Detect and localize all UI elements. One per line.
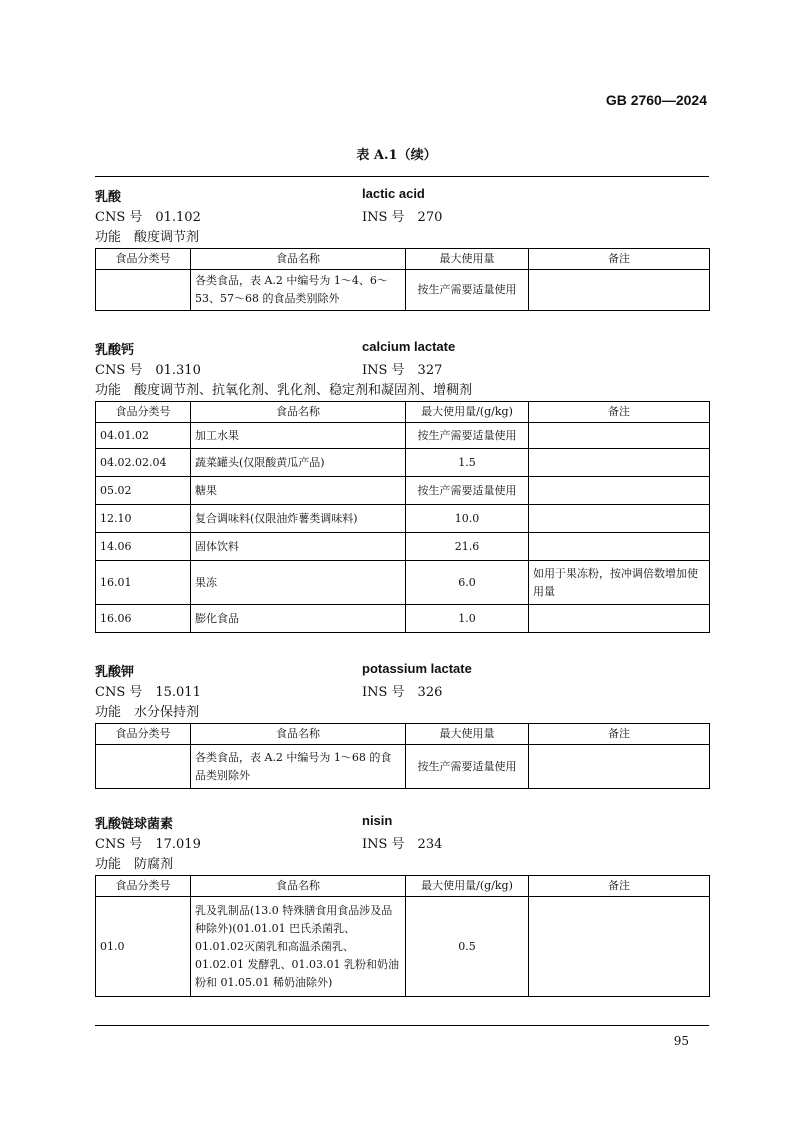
max-usage: 0.5 <box>406 897 529 997</box>
additive-cn-name: 乳酸链球菌素 <box>95 817 174 832</box>
remark <box>529 505 710 533</box>
food-name: 加工水果 <box>191 423 406 449</box>
cns-code: CNS 号 01.102 <box>95 210 201 225</box>
column-header: 食品名称 <box>191 402 406 423</box>
food-name: 膨化食品 <box>191 605 406 633</box>
ins-code: INS 号 327 <box>362 363 443 378</box>
additive-section-nisin <box>95 813 709 997</box>
column-header: 备注 <box>529 876 710 897</box>
usage-table <box>95 723 710 789</box>
page-number: 95 <box>673 1034 689 1048</box>
category-code: 05.02 <box>96 477 191 505</box>
table-row <box>96 605 710 633</box>
table-row <box>96 533 710 561</box>
footer-rule <box>95 1025 709 1026</box>
food-name: 乳及乳制品(13.0 特殊膳食用食品涉及品种除外)(01.01.01 巴氏杀菌乳、01.01.02灭菌乳和高温杀菌乳、01.02.01 发酵乳、01.03.01 乳粉和奶油粉和 01.05.01 稀奶油除外) <box>191 897 406 997</box>
table-caption: 表 A.1（续） <box>356 148 437 163</box>
food-name: 各类食品，表 A.2 中编号为 1～68 的食品类别除外 <box>191 745 406 789</box>
table-row <box>96 897 710 997</box>
additive-section-calcium-lactate <box>95 339 709 633</box>
additive-section-potassium-lactate <box>95 661 709 789</box>
usage-table <box>95 875 710 997</box>
category-code <box>96 270 191 311</box>
food-name: 蔬菜罐头(仅限酸黄瓜产品) <box>191 449 406 477</box>
max-usage: 按生产需要适量使用 <box>406 745 529 789</box>
max-usage: 按生产需要适量使用 <box>406 423 529 449</box>
column-header: 最大使用量/(g/kg) <box>406 876 529 897</box>
cns-code: CNS 号 17.019 <box>95 837 201 852</box>
additive-section-lactic-acid <box>95 186 709 311</box>
usage-table <box>95 401 710 633</box>
category-code: 04.02.02.04 <box>96 449 191 477</box>
food-name: 复合调味料(仅限油炸薯类调味料) <box>191 505 406 533</box>
category-code: 12.10 <box>96 505 191 533</box>
usage-table <box>95 248 710 311</box>
table-row <box>96 270 710 311</box>
additive-cn-name: 乳酸 <box>95 190 122 205</box>
category-code <box>96 745 191 789</box>
max-usage: 按生产需要适量使用 <box>406 477 529 505</box>
ins-code: INS 号 234 <box>362 837 443 852</box>
max-usage: 1.0 <box>406 605 529 633</box>
column-header: 备注 <box>529 249 710 270</box>
category-code: 14.06 <box>96 533 191 561</box>
max-usage: 21.6 <box>406 533 529 561</box>
column-header: 食品名称 <box>191 876 406 897</box>
function-line: 功能 水分保持剂 <box>95 705 200 720</box>
column-header: 食品分类号 <box>96 249 191 270</box>
column-header: 备注 <box>529 402 710 423</box>
remark: 如用于果冻粉，按冲调倍数增加使用量 <box>529 561 710 605</box>
food-name: 果冻 <box>191 561 406 605</box>
remark <box>529 605 710 633</box>
category-code: 04.01.02 <box>96 423 191 449</box>
max-usage: 按生产需要适量使用 <box>406 270 529 311</box>
max-usage: 6.0 <box>406 561 529 605</box>
table-row <box>96 423 710 449</box>
category-code: 16.01 <box>96 561 191 605</box>
food-name: 各类食品，表 A.2 中编号为 1～4、6～53、57～68 的食品类别除外 <box>191 270 406 311</box>
additive-en-name: potassium lactate <box>362 661 472 676</box>
caption-rule <box>95 176 709 177</box>
remark <box>529 449 710 477</box>
table-row <box>96 449 710 477</box>
additive-cn-name: 乳酸钾 <box>95 665 135 680</box>
food-name: 糖果 <box>191 477 406 505</box>
function-line: 功能 防腐剂 <box>95 857 174 872</box>
remark <box>529 477 710 505</box>
column-header: 食品名称 <box>191 724 406 745</box>
column-header: 备注 <box>529 724 710 745</box>
additive-en-name: nisin <box>362 813 393 828</box>
function-line: 功能 酸度调节剂、抗氧化剂、乳化剂、稳定剂和凝固剂、增稠剂 <box>95 383 473 398</box>
remark <box>529 897 710 997</box>
additive-en-name: lactic acid <box>362 186 425 201</box>
category-code: 01.0 <box>96 897 191 997</box>
ins-code: INS 号 270 <box>362 210 443 225</box>
additive-en-name: calcium lactate <box>362 339 456 354</box>
max-usage: 10.0 <box>406 505 529 533</box>
cns-code: CNS 号 15.011 <box>95 685 201 700</box>
table-row <box>96 745 710 789</box>
column-header: 食品名称 <box>191 249 406 270</box>
column-header: 食品分类号 <box>96 876 191 897</box>
remark <box>529 533 710 561</box>
standard-number: GB 2760—2024 <box>605 92 707 108</box>
food-name: 固体饮料 <box>191 533 406 561</box>
additive-cn-name: 乳酸钙 <box>95 343 135 358</box>
table-row <box>96 477 710 505</box>
column-header: 食品分类号 <box>96 402 191 423</box>
remark <box>529 270 710 311</box>
remark <box>529 423 710 449</box>
table-row <box>96 505 710 533</box>
max-usage: 1.5 <box>406 449 529 477</box>
category-code: 16.06 <box>96 605 191 633</box>
function-line: 功能 酸度调节剂 <box>95 230 200 245</box>
cns-code: CNS 号 01.310 <box>95 363 201 378</box>
column-header: 最大使用量 <box>406 724 529 745</box>
column-header: 食品分类号 <box>96 724 191 745</box>
remark <box>529 745 710 789</box>
table-row <box>96 561 710 605</box>
column-header: 最大使用量 <box>406 249 529 270</box>
ins-code: INS 号 326 <box>362 685 443 700</box>
column-header: 最大使用量/(g/kg) <box>406 402 529 423</box>
